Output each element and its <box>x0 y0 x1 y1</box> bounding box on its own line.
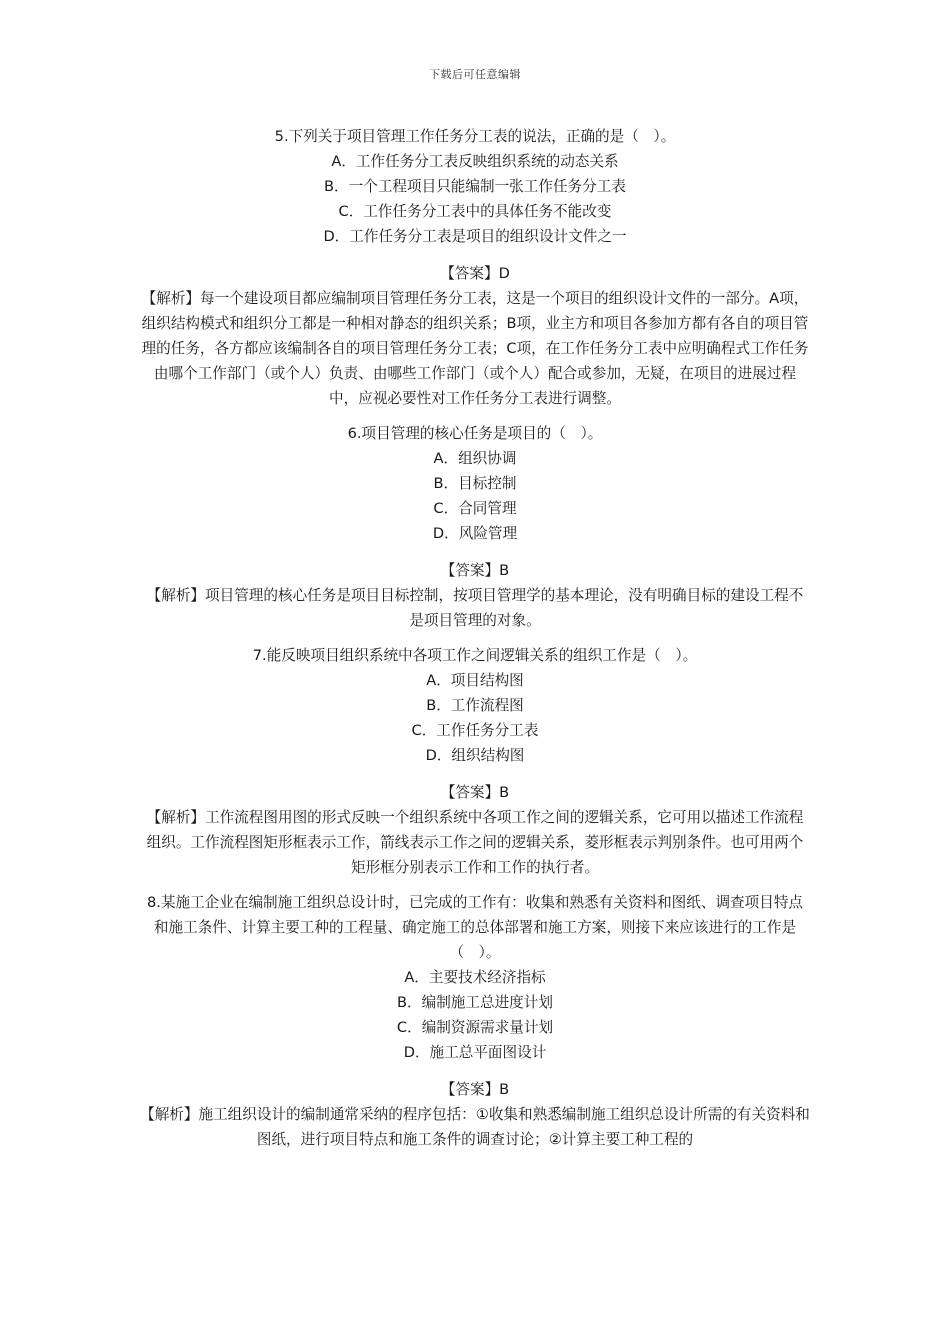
question-stem: 6.项目管理的核心任务是项目的（ ）。 <box>347 425 603 442</box>
analysis: 【解析】工作流程图用图的形式反映一个组织系统中各项工作之间的逻辑关系，它可用以描述工作流程组织。工作流程图矩形框表示工作，箭线表示工作之间的逻辑关系，菱形框表示判别条件。也可用两个矩形框分别表示工作和工作的执行者。 <box>146 809 804 876</box>
answer: 【答案】B <box>440 784 510 801</box>
answer-block-7 <box>140 780 810 880</box>
question-5 <box>140 124 810 249</box>
question-stem: 5.下列关于项目管理工作任务分工表的说法，正确的是（ ）。 <box>274 128 676 145</box>
analysis: 【解析】项目管理的核心任务是项目目标控制，按项目管理学的基本理论，没有明确目标的建设工程不是项目管理的对象。 <box>146 587 804 629</box>
option-a: A．组织协调 <box>433 450 517 467</box>
option-a: A．工作任务分工表反映组织系统的动态关系 <box>331 153 619 170</box>
option-d: D．风险管理 <box>432 525 518 542</box>
document-body <box>140 124 810 1162</box>
answer: 【答案】B <box>440 1081 510 1098</box>
answer-block-6 <box>140 558 810 633</box>
answer-block-5 <box>140 261 810 411</box>
question-7 <box>140 643 810 768</box>
option-b: B．工作流程图 <box>426 697 524 714</box>
page-header: 下载后可任意编辑 <box>429 68 521 81</box>
answer-block-8 <box>140 1077 810 1152</box>
option-c: C．编制资源需求量计划 <box>396 1019 554 1036</box>
option-a: A．主要技术经济指标 <box>404 969 546 986</box>
option-d: D．工作任务分工表是项目的组织设计文件之一 <box>323 228 627 245</box>
option-c: C．合同管理 <box>433 500 517 517</box>
answer: 【答案】D <box>440 265 510 282</box>
question-stem: 7.能反映项目组织系统中各项工作之间逻辑关系的组织工作是（ ）。 <box>252 647 698 664</box>
option-b: B．一个工程项目只能编制一张工作任务分工表 <box>324 178 626 195</box>
analysis: 【解析】施工组织设计的编制通常采纳的程序包括：①收集和熟悉编制施工组织总设计所需的有关资料和图纸，进行项目特点和施工条件的调查讨论；②计算主要工种工程的 <box>140 1106 810 1148</box>
question-8 <box>140 890 810 1065</box>
question-6 <box>140 421 810 546</box>
option-d: D．组织结构图 <box>425 747 525 764</box>
option-b: B．编制施工总进度计划 <box>397 994 553 1011</box>
analysis: 【解析】每一个建设项目都应编制项目管理任务分工表，这是一个项目的组织设计文件的一部分。A项，组织结构模式和组织分工都是一种相对静态的组织关系；B项，业主方和项目各参加方都有各自的项目管理的任务，各方都应该编制各自的项目管理任务分工表；C项，在工作任务分工表中应明确程式工作任务由哪个工作部门（或个人）负责、由哪些工作部门（或个人）配合或参加，无疑，在项目的进展过程中，应视必要性对工作任务分工表进行调整。 <box>141 290 809 407</box>
question-stem: 8.某施工企业在编制施工组织总设计时，已完成的工作有：收集和熟悉有关资料和图纸、调查项目特点和施工条件、计算主要工种的工程量、确定施工的总体部署和施工方案，则接下来应该进行的工作是（ ）。 <box>146 894 804 961</box>
option-c: C．工作任务分工表中的具体任务不能改变 <box>338 203 612 220</box>
option-b: B．目标控制 <box>433 475 517 492</box>
answer: 【答案】B <box>440 562 510 579</box>
option-c: C．工作任务分工表 <box>411 722 539 739</box>
option-d: D．施工总平面图设计 <box>403 1044 547 1061</box>
option-a: A．项目结构图 <box>426 672 524 689</box>
